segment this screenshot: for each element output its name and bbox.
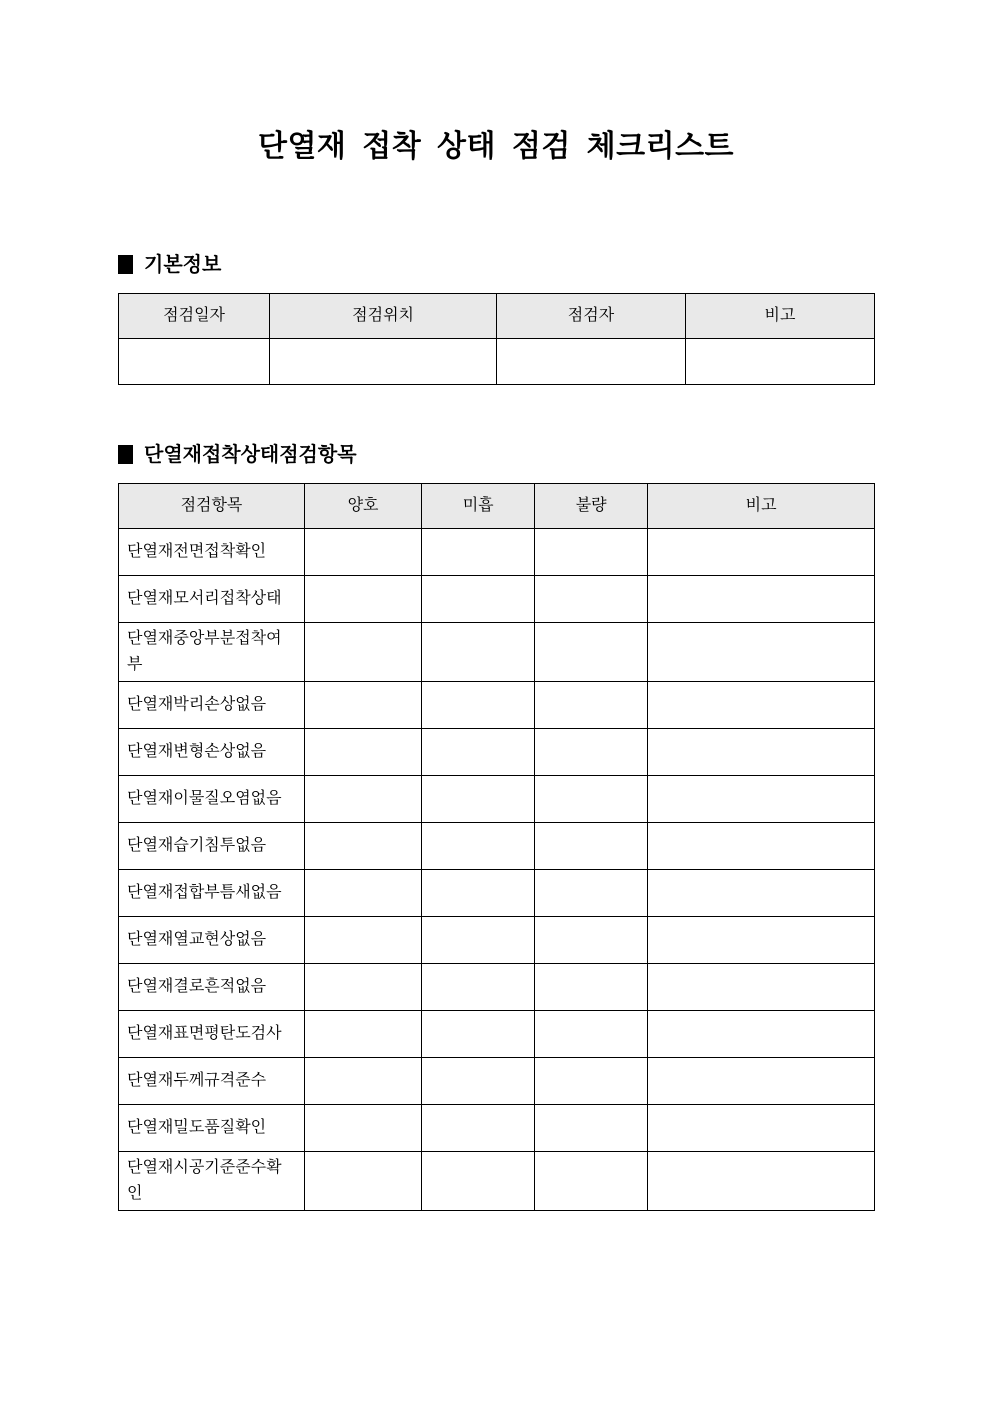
cell-defective	[535, 822, 648, 869]
column-header-remark: 비고	[648, 483, 875, 528]
check-item-label: 단열재변형손상없음	[119, 728, 305, 775]
cell-remark	[648, 1010, 875, 1057]
check-item-label: 단열재밀도품질확인	[119, 1104, 305, 1151]
cell-remark	[648, 728, 875, 775]
cell-note	[685, 338, 874, 384]
section-heading-checklist-label: 단열재접착상태점검항목	[144, 443, 357, 466]
cell-remark	[648, 1104, 875, 1151]
cell-remark	[648, 869, 875, 916]
checklist-row	[119, 775, 875, 822]
cell-inspection-date	[119, 338, 270, 384]
cell-defective	[535, 681, 648, 728]
cell-good	[304, 775, 421, 822]
cell-good	[304, 963, 421, 1010]
basic-info-input-row	[119, 338, 875, 384]
cell-insufficient	[422, 1151, 535, 1210]
checklist-row	[119, 1151, 875, 1210]
cell-defective	[535, 575, 648, 622]
checklist-row	[119, 1010, 875, 1057]
cell-good	[304, 1010, 421, 1057]
cell-remark	[648, 963, 875, 1010]
cell-remark	[648, 822, 875, 869]
cell-insufficient	[422, 916, 535, 963]
black-square-bullet-icon	[118, 445, 133, 464]
cell-remark	[648, 575, 875, 622]
cell-defective	[535, 528, 648, 575]
cell-inspector	[496, 338, 685, 384]
cell-insufficient	[422, 1010, 535, 1057]
check-item-label: 단열재모서리접착상태	[119, 575, 305, 622]
checklist-row	[119, 822, 875, 869]
cell-good	[304, 1057, 421, 1104]
checklist-row	[119, 1057, 875, 1104]
checklist-row	[119, 1104, 875, 1151]
cell-remark	[648, 1151, 875, 1210]
cell-remark	[648, 916, 875, 963]
cell-good	[304, 869, 421, 916]
cell-defective	[535, 622, 648, 681]
cell-insufficient	[422, 822, 535, 869]
checklist-row	[119, 575, 875, 622]
page-content	[118, 251, 875, 1211]
section-heading-basic-info	[118, 251, 875, 279]
cell-good	[304, 916, 421, 963]
cell-insufficient	[422, 1104, 535, 1151]
cell-insufficient	[422, 1057, 535, 1104]
cell-remark	[648, 775, 875, 822]
cell-defective	[535, 963, 648, 1010]
cell-good	[304, 1151, 421, 1210]
cell-good	[304, 622, 421, 681]
checklist-table	[118, 483, 875, 1211]
check-item-label: 단열재두께규격준수	[119, 1057, 305, 1104]
cell-insufficient	[422, 963, 535, 1010]
check-item-label: 단열재결로흔적없음	[119, 963, 305, 1010]
cell-defective	[535, 775, 648, 822]
column-header-insufficient: 미흡	[422, 483, 535, 528]
cell-inspection-location	[270, 338, 497, 384]
check-item-label: 단열재접합부틈새없음	[119, 869, 305, 916]
check-item-label: 단열재전면접착확인	[119, 528, 305, 575]
black-square-bullet-icon	[118, 255, 133, 274]
column-header-inspection-date: 점검일자	[119, 293, 270, 338]
cell-insufficient	[422, 622, 535, 681]
basic-info-header-row	[119, 293, 875, 338]
cell-insufficient	[422, 728, 535, 775]
cell-remark	[648, 622, 875, 681]
column-header-inspector: 점검자	[496, 293, 685, 338]
cell-good	[304, 822, 421, 869]
cell-insufficient	[422, 869, 535, 916]
cell-defective	[535, 1104, 648, 1151]
column-header-defective: 불량	[535, 483, 648, 528]
basic-info-table	[118, 293, 875, 385]
cell-good	[304, 1104, 421, 1151]
check-item-label: 단열재박리손상없음	[119, 681, 305, 728]
checklist-row	[119, 681, 875, 728]
column-header-good: 양호	[304, 483, 421, 528]
cell-insufficient	[422, 575, 535, 622]
cell-defective	[535, 1151, 648, 1210]
check-item-label: 단열재습기침투없음	[119, 822, 305, 869]
cell-good	[304, 528, 421, 575]
checklist-row	[119, 622, 875, 681]
check-item-label: 단열재중앙부분접착여부	[119, 622, 305, 681]
page-title: 단열재 접착 상태 점검 체크리스트	[257, 130, 735, 163]
cell-insufficient	[422, 681, 535, 728]
cell-remark	[648, 528, 875, 575]
cell-defective	[535, 728, 648, 775]
cell-insufficient	[422, 775, 535, 822]
cell-defective	[535, 916, 648, 963]
check-item-label: 단열재표면평탄도검사	[119, 1010, 305, 1057]
column-header-note: 비고	[685, 293, 874, 338]
cell-defective	[535, 869, 648, 916]
checklist-row	[119, 528, 875, 575]
column-header-check-item: 점검항목	[119, 483, 305, 528]
checklist-header-row	[119, 483, 875, 528]
cell-good	[304, 681, 421, 728]
cell-defective	[535, 1057, 648, 1104]
cell-remark	[648, 1057, 875, 1104]
check-item-label: 단열재이물질오염없음	[119, 775, 305, 822]
cell-remark	[648, 681, 875, 728]
section-heading-checklist	[118, 441, 875, 469]
check-item-label: 단열재시공기준준수확인	[119, 1151, 305, 1210]
cell-insufficient	[422, 528, 535, 575]
checklist-row	[119, 869, 875, 916]
column-header-inspection-location: 점검위치	[270, 293, 497, 338]
check-item-label: 단열재열교현상없음	[119, 916, 305, 963]
cell-good	[304, 728, 421, 775]
section-heading-basic-info-label: 기본정보	[144, 253, 222, 276]
checklist-row	[119, 963, 875, 1010]
cell-defective	[535, 1010, 648, 1057]
checklist-row	[119, 728, 875, 775]
cell-good	[304, 575, 421, 622]
checklist-row	[119, 916, 875, 963]
